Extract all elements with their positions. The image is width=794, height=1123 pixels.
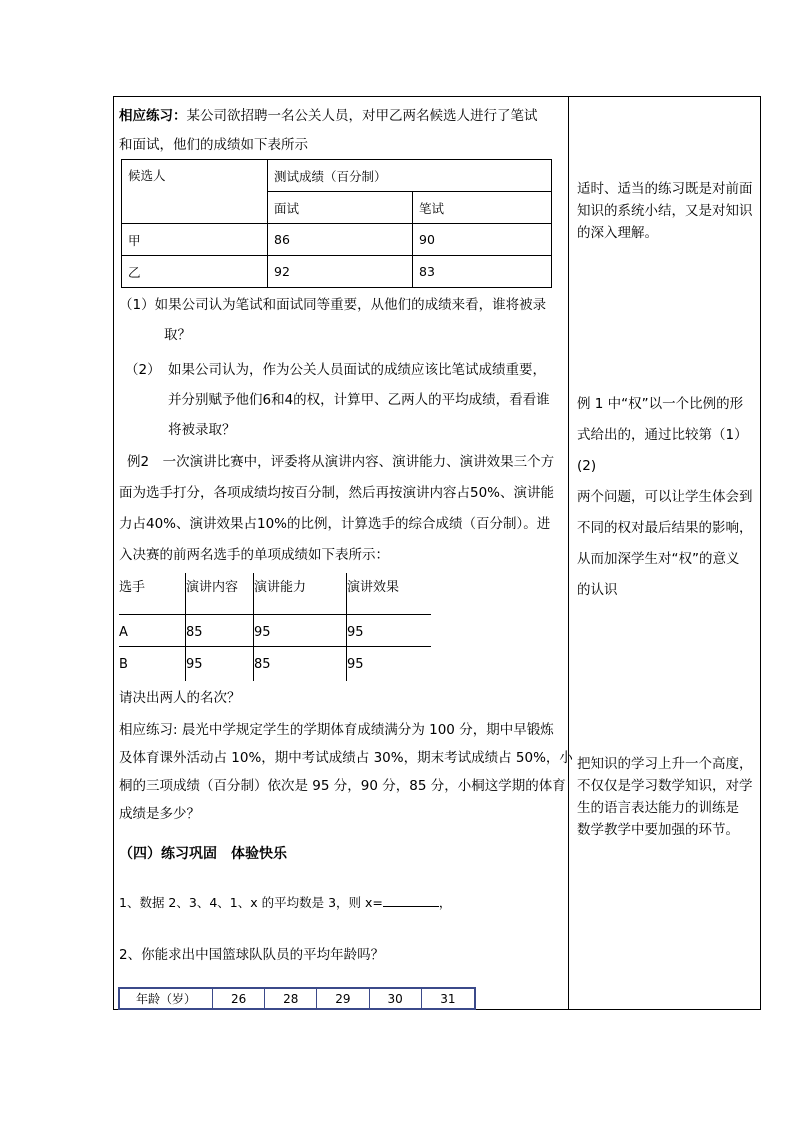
age-table bbox=[118, 987, 476, 1010]
practice1-intro-line2: 和面试，他们的成绩如下表所示 bbox=[119, 137, 308, 153]
question1-line1: （1）如果公司认为笔试和面试同等重要，从他们的成绩来看，谁将被录 bbox=[119, 297, 547, 313]
table-row: 年龄（岁） 26 28 29 30 31 bbox=[119, 988, 475, 1009]
column-divider bbox=[568, 96, 569, 1010]
side-note-2: 例 1 中“权”以一个比例的形 式给出的，通过比较第（1）(2) 两个问题，可以让学生体会到 不同的权对最后结果的影响， 从而加深学生对“权”的意义 的认识 bbox=[577, 396, 753, 598]
header-player: 选手 bbox=[119, 580, 146, 595]
example2-line4: 入决赛的前两名选手的单项成绩如下表所示： bbox=[119, 547, 389, 563]
table-divider bbox=[119, 614, 431, 615]
header-candidate: 候选人 bbox=[122, 160, 268, 224]
practice1-intro-line1: 相应练习：某公司欲招聘一名公关人员，对甲乙两名候选人进行了笔试 bbox=[119, 108, 538, 124]
table-divider bbox=[119, 646, 431, 647]
section4-title: （四）练习巩固 体验快乐 bbox=[119, 846, 287, 862]
question1-line2: 取？ bbox=[164, 327, 191, 343]
side-note-3: 把知识的学习上升一个高度， 不仅仅是学习数学知识，对学 生的语言表达能力的训练是 数学教学中要加强的环节。 bbox=[577, 756, 753, 838]
score-table bbox=[121, 159, 552, 288]
header-content: 演讲内容 bbox=[186, 580, 239, 595]
practice1-heading: 相应练习： bbox=[119, 108, 187, 124]
practice2-line1: 相应练习: 晨光中学规定学生的学期体育成绩满分为 100 分，期中早锻炼 bbox=[119, 722, 554, 738]
practice2-line2: 及体育课外活动占 10%，期中考试成绩占 30%，期末考试成绩占 50%，小 bbox=[119, 750, 573, 766]
question2-line1: 如果公司认为，作为公关人员面试的成绩应该比笔试成绩重要， bbox=[168, 362, 546, 378]
header-interview: 面试 bbox=[268, 192, 413, 224]
table-row: 甲 86 90 bbox=[122, 224, 552, 256]
practice2-line3: 桐的三项成绩（百分制）依次是 95 分，90 分，85 分，小桐这学期的体育 bbox=[119, 778, 566, 794]
question2-line3: 将被录取？ bbox=[168, 422, 236, 438]
answer-blank[interactable] bbox=[383, 894, 439, 907]
exercise2: 2、你能求出中国篮球队队员的平均年龄吗？ bbox=[119, 947, 385, 963]
example2-line1: 例2 一次演讲比赛中，评委将从演讲内容、演讲能力、演讲效果三个方 bbox=[127, 454, 555, 470]
question2-line2: 并分别赋予他们6和4的权，计算甲、乙两人的平均成绩，看看谁 bbox=[168, 392, 550, 408]
contest-table: 选手 演讲内容 演讲能力 演讲效果 A 85 95 95 B 95 85 95 bbox=[119, 573, 439, 681]
header-ability: 演讲能力 bbox=[254, 580, 307, 595]
age-header: 年龄（岁） bbox=[119, 988, 213, 1009]
table-row: 乙 92 83 bbox=[122, 256, 552, 288]
header-score: 测试成绩（百分制） bbox=[268, 160, 552, 192]
example2-line3: 力占40%、演讲效果占10%的比例，计算选手的综合成绩（百分制）。进 bbox=[119, 516, 551, 532]
practice2-line4: 成绩是多少？ bbox=[119, 806, 200, 822]
header-effect: 演讲效果 bbox=[347, 580, 400, 595]
question2-number: （2） bbox=[125, 362, 161, 378]
exercise1: 1、数据 2、3、4、1、x 的平均数是 3，则 x= ， bbox=[119, 895, 452, 910]
header-written: 笔试 bbox=[413, 192, 552, 224]
example2-line2: 面为选手打分，各项成绩均按百分制，然后再按演讲内容占50%、演讲能 bbox=[119, 485, 555, 501]
side-note-1: 适时、适当的练习既是对前面 知识的系统小结，又是对知识 的深入理解。 bbox=[577, 181, 753, 241]
example2-question: 请决出两人的名次？ bbox=[119, 690, 241, 706]
